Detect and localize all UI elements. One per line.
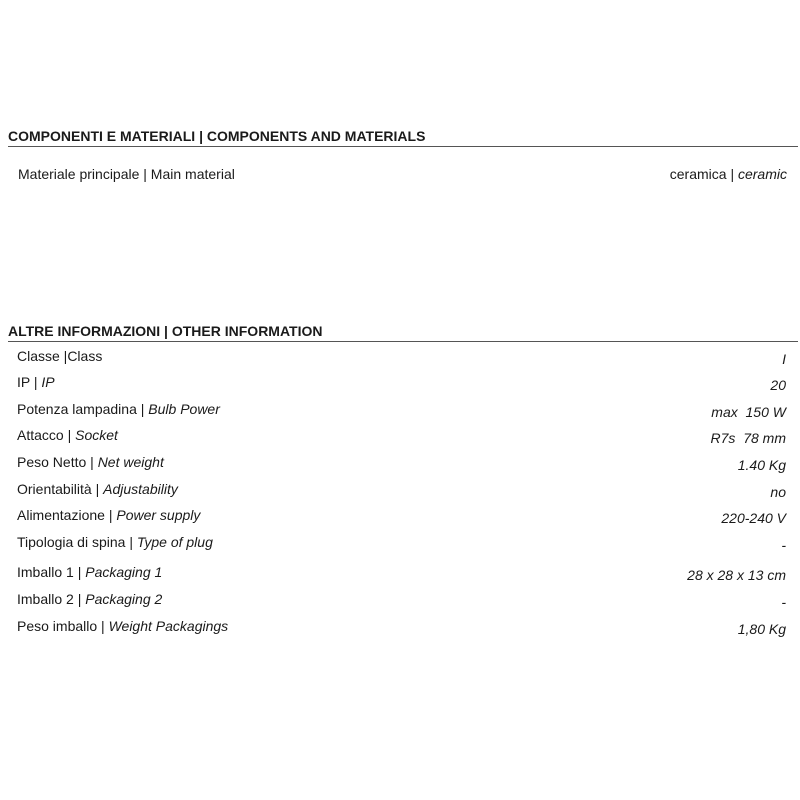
socket-row xyxy=(8,425,798,445)
packaging-weight-label xyxy=(17,616,228,636)
packaging-1-row xyxy=(8,562,798,582)
plug-type-label-en: Type of plug xyxy=(136,534,213,550)
adjustability-row xyxy=(8,479,798,499)
main-material-row xyxy=(9,164,799,184)
ip-label-en: IP xyxy=(41,374,55,390)
class-value: I xyxy=(782,351,786,367)
other-info-title: ALTRE INFORMAZIONI | OTHER INFORMATION xyxy=(8,323,798,342)
packaging-1-value: 28 x 28 x 13 cm xyxy=(687,567,786,583)
packaging-weight-label-it: Peso imballo | xyxy=(17,618,109,634)
packaging-1-label-it: Imballo 1 | xyxy=(17,564,86,580)
net-weight-label-en: Net weight xyxy=(97,454,164,470)
packaging-weight-value: 1,80 Kg xyxy=(737,621,786,637)
components-section xyxy=(8,128,798,182)
net-weight-row xyxy=(8,452,798,472)
socket-label-it: Attacco | xyxy=(17,427,76,443)
ip-value: 20 xyxy=(770,377,786,393)
ip-row xyxy=(8,372,798,392)
power-supply-label-it: Alimentazione | xyxy=(17,507,117,523)
plug-type-label-it: Tipologia di spina | xyxy=(17,534,137,550)
main-material-value xyxy=(670,164,787,184)
packaging-weight-row xyxy=(8,616,798,636)
bulb-power-label-en: Bulb Power xyxy=(148,401,220,417)
bulb-power-row xyxy=(8,399,798,419)
class-label xyxy=(17,346,102,366)
packaging-1-label xyxy=(17,562,162,582)
main-material-value-en: ceramic xyxy=(737,166,787,182)
socket-label xyxy=(17,425,118,445)
packaging-2-label-it: Imballo 2 | xyxy=(17,591,86,607)
net-weight-label xyxy=(17,452,164,472)
power-supply-label xyxy=(17,505,200,525)
ip-label xyxy=(17,372,55,392)
bulb-power-label xyxy=(17,399,220,419)
plug-type-row xyxy=(8,532,798,552)
socket-label-en: Socket xyxy=(75,427,118,443)
adjustability-label-en: Adjustability xyxy=(103,481,178,497)
main-material-label: Materiale principale | Main material xyxy=(18,166,235,182)
net-weight-value: 1.40 Kg xyxy=(737,457,786,473)
plug-type-value: - xyxy=(781,537,786,553)
packaging-2-label-en: Packaging 2 xyxy=(85,591,163,607)
power-supply-label-en: Power supply xyxy=(116,507,201,523)
class-label-it: Classe |Class xyxy=(17,348,103,364)
socket-value: R7s 78 mm xyxy=(710,430,786,446)
ip-label-it: IP | xyxy=(17,374,42,390)
bulb-power-value: max 150 W xyxy=(711,404,786,420)
net-weight-label-it: Peso Netto | xyxy=(17,454,98,470)
packaging-1-label-en: Packaging 1 xyxy=(85,564,163,580)
plug-type-label xyxy=(17,532,213,552)
main-material-value-it: ceramica | xyxy=(669,166,738,182)
adjustability-label-it: Orientabilità | xyxy=(17,481,104,497)
packaging-2-label xyxy=(17,589,162,609)
packaging-weight-label-en: Weight Packagings xyxy=(108,618,229,634)
packaging-2-row xyxy=(8,589,798,609)
adjustability-value: no xyxy=(770,484,786,500)
other-info-section xyxy=(8,323,798,637)
components-title: COMPONENTI E MATERIALI | COMPONENTS AND MATERIALS xyxy=(8,128,798,147)
bulb-power-label-it: Potenza lampadina | xyxy=(17,401,149,417)
class-row xyxy=(8,346,798,366)
power-supply-row xyxy=(8,505,798,525)
adjustability-label xyxy=(17,479,178,499)
packaging-2-value: - xyxy=(781,594,786,610)
power-supply-value: 220-240 V xyxy=(721,510,786,526)
